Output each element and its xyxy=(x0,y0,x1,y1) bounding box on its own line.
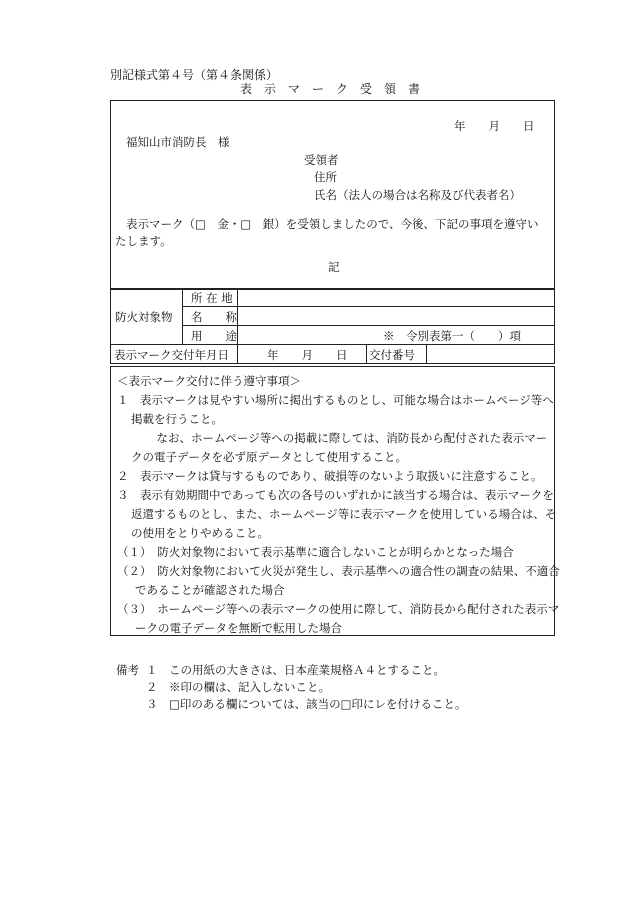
statement-line-1: 表示マーク（□ 金・□ 銀）を受領しましたので、今後、下記の事項を遵守い xyxy=(126,217,539,231)
compliance-section xyxy=(110,366,560,636)
target-label: 防火対象物 xyxy=(115,310,173,324)
rule-item-2: ２ 表示マークは貸与するものであり、破損等のないよう取扱いに注意すること。 xyxy=(117,469,543,483)
issue-number-field[interactable] xyxy=(431,347,546,361)
location-label: 所 在 地 xyxy=(191,291,233,305)
addressee: 福知山市消防長 様 xyxy=(126,135,230,149)
issue-date-value[interactable]: 年 月 日 xyxy=(267,348,348,362)
rule-subitem-2: （２） 防火対象物において火災が発生し、表示基準への適合性の調査の結果、不適合であることが確認された場合 xyxy=(117,564,560,597)
note-item-3: ３ □印のある欄については、該当の□印にレを付けること。 xyxy=(146,697,467,711)
name-field-label: 名 称 xyxy=(191,310,237,324)
target-table xyxy=(110,288,555,364)
appendix-reference: ※ 令別表第一（ ）項 xyxy=(383,329,521,343)
rule-subitem-3: （３） ホームページ等への表示マークの使用に際して、消防長から配付された表示マークの電子データを無断で転用した場合 xyxy=(117,602,560,635)
note-item-2: ２ ※印の欄は、記入しないこと。 xyxy=(146,680,330,694)
issue-date-label: 表示マーク交付年月日 xyxy=(114,348,229,362)
rule-item-1: １ 表示マークは見やすい場所に掲出するものとし、可能な場合はホームページ等へ掲載を行うこと。 xyxy=(117,393,554,426)
rule-item-3: ３ 表示有効期間中であっても次の各号のいずれかに該当する場合は、表示マークを返還するものとし、また、ホームページ等に表示マークを使用している場合は、その使用をとりやめること。 xyxy=(117,488,557,540)
notes-label: 備考 xyxy=(116,663,139,677)
address-label: 住所 xyxy=(314,170,337,184)
recipient-label: 受領者 xyxy=(304,153,339,167)
name-field[interactable] xyxy=(243,309,543,323)
document-title: 表 示 マ ー ク 受 領 書 xyxy=(240,82,421,96)
statement-line-2: たします。 xyxy=(115,234,172,248)
application-section xyxy=(110,100,555,290)
location-field[interactable] xyxy=(243,290,543,304)
issue-number-label: 交付番号 xyxy=(369,348,415,362)
use-label: 用 途 xyxy=(191,329,237,343)
ki-mark: 記 xyxy=(328,260,340,274)
name-label: 氏名（法人の場合は名称及び代表者名） xyxy=(314,188,521,202)
rules-heading: ＜表示マーク交付に伴う遵守事項＞ xyxy=(117,374,301,388)
rule-item-1-note: なお、ホームページ等への掲載に際しては、消防長から配付された表示マークの電子データを必ず原データとして使用すること。 xyxy=(131,431,548,464)
rule-subitem-1: （１） 防火対象物において表示基準に適合しないことが明らかとなった場合 xyxy=(117,545,514,559)
date-line: 年 月 日 xyxy=(454,119,535,133)
note-item-1: １ この用紙の大きさは、日本産業規格Ａ４とすること。 xyxy=(146,663,445,677)
form-number-label: 別記様式第４号（第４条関係） xyxy=(110,68,279,82)
use-field[interactable] xyxy=(243,328,373,342)
